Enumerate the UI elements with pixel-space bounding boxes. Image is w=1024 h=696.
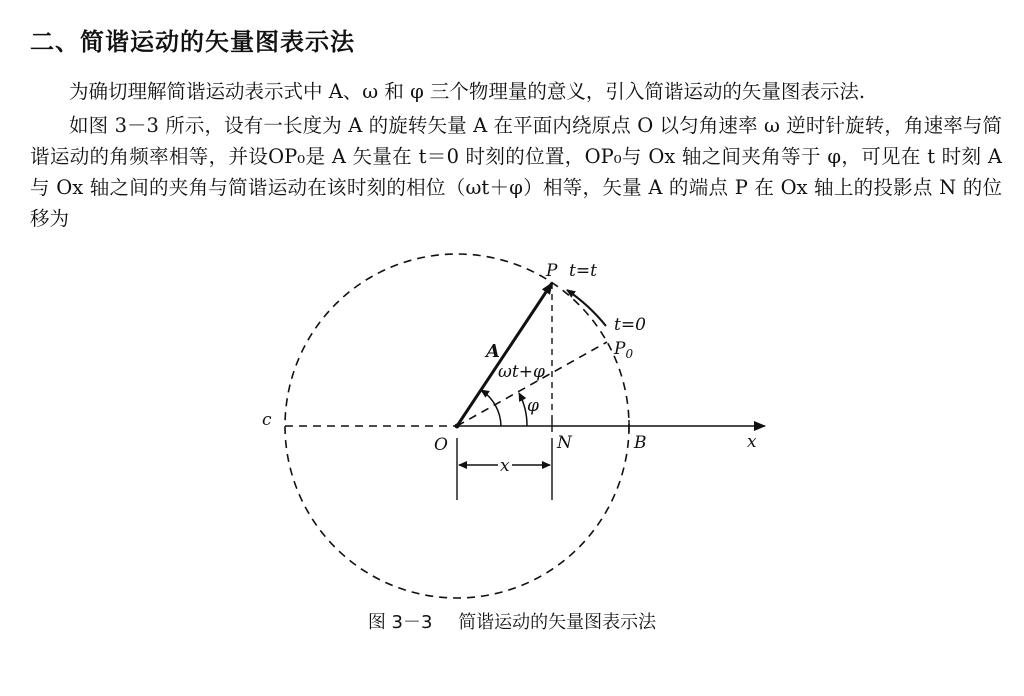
figure-caption [0,608,1024,634]
label-n: N [557,433,572,453]
label-phi: φ [527,396,539,416]
label-p: P [546,261,558,281]
label-vector-a: A [486,341,500,362]
paragraph-description: 如图 3－3 所示，设有一长度为 A 的旋转矢量 A 在平面内绕原点 O 以匀角速率 ω 逆时针旋转，角速率与简谐运动的角频率相等，并设OP₀是 A 矢量在 t＝0 时刻的位置，OP₀与 Ox 轴之间夹角等于 φ，可见在 t 时刻 A 与 Ox 轴之间的夹角与简谐运动在该时刻的相位（ωt＋φ）相等，矢量 A 的端点 P 在 Ox 轴上的投影点 N 的位移为 [30,114,1003,230]
origin-point [455,424,460,429]
phi-angle-arc [519,393,527,426]
section-heading: 二、简谐运动的矢量图表示法 [30,28,355,56]
label-o: O [434,435,448,455]
label-total-angle: ωt+φ [498,362,545,382]
total-angle-arc [481,390,501,426]
label-c: c [262,410,272,430]
label-x-axis: x [747,432,757,452]
caption-text: 简谐运动的矢量图表示法 [458,612,657,633]
label-p0-sub: 0 [625,347,634,361]
label-b: B [634,433,647,453]
label-p0-main: P [614,339,626,359]
paragraph-intro: 为确切理解简谐运动表示式中 A、ω 和 φ 三个物理量的意义，引入简谐运动的矢量图表示法. [69,80,866,103]
label-p0 [613,339,633,361]
label-t-eq-t: t=t [569,261,597,281]
rotation-arrow-arc [567,290,606,326]
label-t-eq-0: t=0 [614,315,646,335]
caption-number: 图 3－3 [367,612,433,633]
label-x-dim: x [500,456,510,476]
